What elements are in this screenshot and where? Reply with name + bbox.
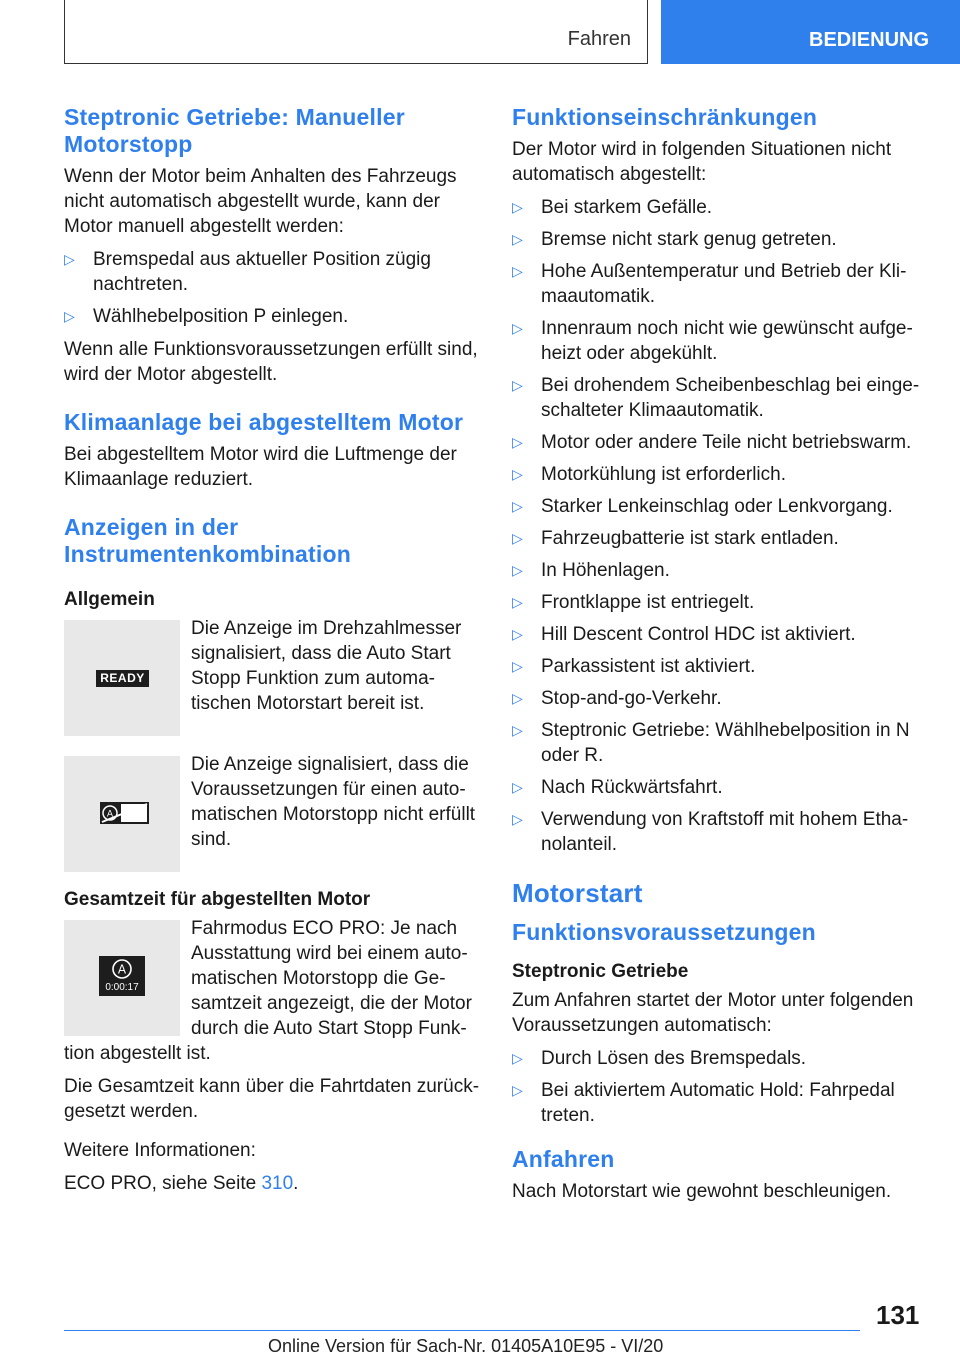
triangle-bullet-icon: ▷ bbox=[512, 377, 523, 393]
list-item: ▷ Bremspedal aus aktueller Position zügig nachtreten. bbox=[64, 249, 431, 295]
footer-divider bbox=[64, 1330, 860, 1331]
list-item: ▷ Verwendung von Kraftstoff mit hohem Ethanolanteil. bbox=[512, 809, 909, 855]
heading-engine-start: Motorstart bbox=[512, 878, 643, 908]
figure-row-not-ready bbox=[64, 752, 482, 876]
heading-climate: Klimaanlage bei abgestelltem Motor bbox=[64, 409, 464, 435]
list-item: ▷ Steptronic Getriebe: Wählhebelposition in N oder R. bbox=[512, 720, 910, 766]
triangle-bullet-icon: ▷ bbox=[512, 530, 523, 546]
header-chapter-title: BEDIENUNG bbox=[809, 29, 930, 51]
timer-badge bbox=[99, 956, 145, 996]
triangle-bullet-icon: ▷ bbox=[512, 594, 523, 610]
svg-text:A: A bbox=[117, 962, 127, 977]
triangle-bullet-icon: ▷ bbox=[512, 263, 523, 279]
heading-drive-off: Anfahren bbox=[512, 1146, 615, 1172]
list-item: ▷ Innenraum noch nicht wie gewünscht aufgeheizt oder abgekühlt. bbox=[512, 318, 913, 364]
right-column bbox=[512, 104, 932, 1212]
timer-value: 0:00:17 bbox=[105, 982, 139, 993]
header-section-box bbox=[64, 0, 648, 64]
list-prerequisites bbox=[512, 1046, 932, 1128]
auto-start-stop-icon bbox=[99, 956, 145, 982]
page-link-310[interactable]: 310 bbox=[261, 1173, 294, 1194]
heading-prerequisites: Funktionsvoraussetzungen bbox=[512, 919, 816, 945]
heading-general: Allgemein bbox=[64, 589, 155, 610]
list-item: ▷ Nach Rückwärtsfahrt. bbox=[512, 777, 723, 798]
triangle-bullet-icon: ▷ bbox=[512, 562, 523, 578]
text-eco-pro-ref: ECO PRO, siehe Seite 310. bbox=[64, 1173, 299, 1194]
triangle-bullet-icon: ▷ bbox=[512, 1050, 523, 1066]
start-stop-off-figure bbox=[64, 756, 180, 872]
start-stop-crossed-icon bbox=[100, 802, 149, 824]
heading-total-time: Gesamtzeit für abgestellten Motor bbox=[64, 889, 371, 910]
total-time-block bbox=[64, 916, 482, 1066]
page-number: 131 bbox=[876, 1300, 920, 1330]
triangle-bullet-icon: ▷ bbox=[512, 658, 523, 674]
triangle-bullet-icon: ▷ bbox=[512, 1082, 523, 1098]
triangle-bullet-icon: ▷ bbox=[64, 251, 75, 267]
list-item: ▷ Fahrzeugbatterie ist stark entladen. bbox=[512, 528, 839, 549]
heading-displays: Anzeigen in der Instrumentenkombination bbox=[64, 514, 352, 567]
text-limitations: Der Motor wird in folgenden Situationen nicht automatisch abgestellt: bbox=[512, 139, 892, 185]
timer-figure bbox=[64, 920, 180, 1036]
heading-limitations: Funktionseinschränkungen bbox=[512, 104, 818, 130]
list-item: ▷ Parkassistent ist aktiviert. bbox=[512, 656, 756, 677]
triangle-bullet-icon: ▷ bbox=[512, 690, 523, 706]
list-item: ▷ In Höhenlagen. bbox=[512, 560, 670, 581]
list-item: ▷ Stop-and-go-Verkehr. bbox=[512, 688, 722, 709]
heading-manual-stop: Steptronic Getriebe: Manueller Motorstopp bbox=[64, 104, 405, 157]
list-item: ▷ Hill Descent Control HDC ist aktiviert. bbox=[512, 624, 856, 645]
header-section-title: Fahren bbox=[567, 28, 631, 50]
text-stop-result: Wenn alle Funktionsvoraussetzungen erfüllt sind, wird der Motor abgestellt. bbox=[64, 339, 478, 385]
list-item: ▷ Bei drohendem Scheibenbeschlag bei eingeschalteter Klimaautomatik. bbox=[512, 375, 920, 421]
list-item: ▷ Motorkühlung ist erforderlich. bbox=[512, 464, 786, 485]
triangle-bullet-icon: ▷ bbox=[512, 498, 523, 514]
list-item: ▷ Durch Lösen des Bremspedals. bbox=[512, 1048, 807, 1069]
triangle-bullet-icon: ▷ bbox=[512, 811, 523, 827]
text-drive-off: Nach Motorstart wie gewohnt beschleunigen. bbox=[512, 1181, 892, 1202]
figure-row-ready bbox=[64, 616, 482, 740]
list-limitations bbox=[512, 195, 932, 857]
triangle-bullet-icon: ▷ bbox=[512, 779, 523, 795]
list-item: ▷ Bei aktiviertem Automatic Hold: Fahrpedal treten. bbox=[512, 1080, 895, 1126]
triangle-bullet-icon: ▷ bbox=[512, 722, 523, 738]
ready-indicator-figure bbox=[64, 620, 180, 736]
list-item: ▷ Hohe Außentemperatur und Betrieb der Klimaautomatik. bbox=[512, 261, 907, 307]
svg-text:A: A bbox=[106, 809, 114, 820]
triangle-bullet-icon: ▷ bbox=[512, 434, 523, 450]
list-item: ▷ Frontklappe ist entriegelt. bbox=[512, 592, 755, 613]
list-item: ▷ Wählhebelposition P einlegen. bbox=[64, 306, 349, 327]
heading-steptronic: Steptronic Getriebe bbox=[512, 961, 689, 982]
text-prerequisites: Zum Anfahren startet der Motor unter folgenden Voraussetzungen automatisch: bbox=[512, 990, 914, 1036]
triangle-bullet-icon: ▷ bbox=[512, 231, 523, 247]
list-item: ▷ Starker Lenkeinschlag oder Lenkvorgang. bbox=[512, 496, 893, 517]
ready-badge: READY bbox=[96, 670, 149, 687]
text-ready: Die Anzeige im Drehzahlmesser signalisiert, dass die Auto Start Stopp Funktion zum automatischen Motorstart bereit ist. bbox=[191, 618, 462, 714]
list-item: ▷ Bremse nicht stark genug getreten. bbox=[512, 229, 837, 250]
triangle-bullet-icon: ▷ bbox=[512, 320, 523, 336]
left-column bbox=[64, 104, 482, 1204]
triangle-bullet-icon: ▷ bbox=[64, 308, 75, 324]
text-climate: Bei abgestelltem Motor wird die Luftmenge der Klimaanlage reduziert. bbox=[64, 444, 457, 490]
text-reset: Die Gesamtzeit kann über die Fahrtdaten zurückgesetzt werden. bbox=[64, 1076, 480, 1122]
text-total-time: Fahrmodus ECO PRO: Je nach Ausstattung wird bei einem automatischen Motorstopp die Gesamtzeit angezeigt, die der Motor durch die Auto Start Stopp Funktion abgestellt ist. bbox=[64, 918, 472, 1064]
triangle-bullet-icon: ▷ bbox=[512, 466, 523, 482]
text-manual-stop: Wenn der Motor beim Anhalten des Fahrzeugs nicht automatisch abgestellt wurde, kann der Motor manuell abgestellt werden: bbox=[64, 166, 457, 237]
triangle-bullet-icon: ▷ bbox=[512, 199, 523, 215]
header-chapter-tab bbox=[661, 0, 960, 64]
list-item: ▷ Bei starkem Gefälle. bbox=[512, 197, 713, 218]
text-not-ready: Die Anzeige signalisiert, dass die Voraussetzungen für einen automatischen Motorstopp nicht erfüllt sind. bbox=[191, 754, 476, 850]
text-more-info: Weitere Informationen: bbox=[64, 1140, 256, 1161]
list-manual-stop-steps bbox=[64, 247, 482, 329]
triangle-bullet-icon: ▷ bbox=[512, 626, 523, 642]
list-item: ▷ Motor oder andere Teile nicht betriebswarm. bbox=[512, 432, 912, 453]
footer-version-text: Online Version für Sach-Nr. 01405A10E95 - VI/20 bbox=[268, 1336, 664, 1356]
